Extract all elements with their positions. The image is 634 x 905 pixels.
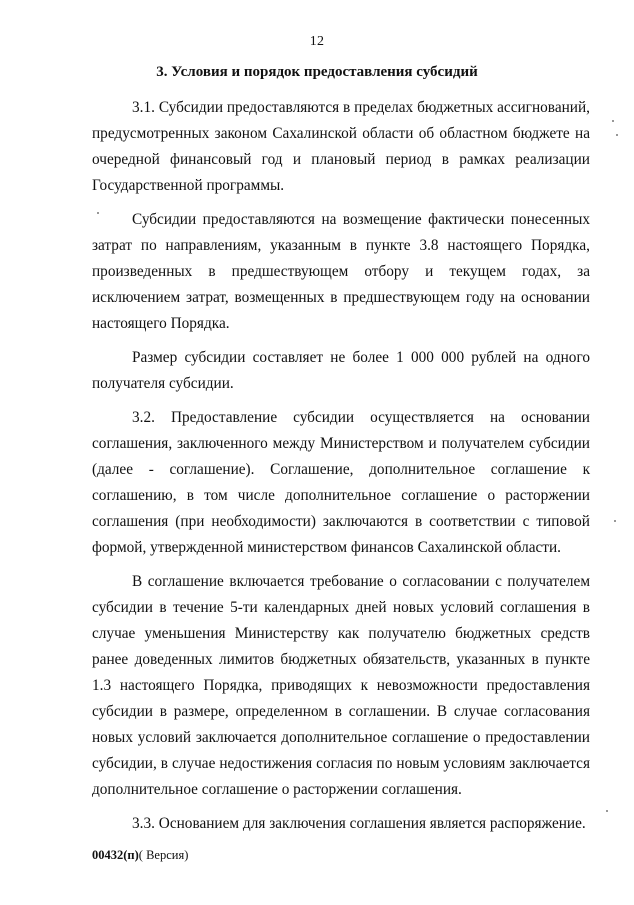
scan-speck: [614, 520, 616, 522]
document-version: ( Версия): [138, 848, 189, 862]
paragraph-compensation: Субсидии предоставляются на возмещение фактически понесенных затрат по направлениям, указанным в пункте 3.8 настоящего Порядка, произведенных в предшествующем отбору и текущем годах, за исключением затрат, возмещенных в предшествующем году на основании настоящего Порядка.: [92, 211, 590, 332]
paragraph-subsidy-amount: Размер субсидии составляет не более 1 000 000 рублей на одного получателя субсидии.: [92, 349, 590, 392]
document-footer: [92, 848, 188, 863]
document-code: 00432(п): [92, 848, 139, 862]
page-number: 12: [309, 34, 325, 49]
scan-speck: [606, 810, 608, 812]
paragraph-3-1: 3.1. Субсидии предоставляются в пределах бюджетных ассигнований, предусмотренных законом Сахалинской области об областном бюджете на очередной финансовый год и плановый период в рамках реализации Государственной программы.: [92, 99, 590, 194]
scan-speck: [97, 212, 99, 214]
paragraph-3-3: 3.3. Основанием для заключения соглашения является распоряжение.: [132, 815, 586, 832]
paragraph-agreement-terms: В соглашение включается требование о согласовании с получателем субсидии в течение 5-ти календарных дней новых условий соглашения в случае уменьшения Министерству как получателю бюджетных средств ранее доведенных лимитов бюджетных обязательств, указанных в пункте 1.3 настоящего Порядка, приводящих к невозможности предоставления субсидии в размере, определенном в соглашении. В случае согласования новых условий заключается дополнительное соглашение о предоставлении субсидии, в случае недостижения согласия по новым условиям заключается дополнительное соглашение о расторжении соглашения.: [92, 573, 590, 798]
section-heading: 3. Условия и порядок предоставления субсидий: [156, 64, 478, 80]
scan-speck: [616, 134, 618, 136]
paragraph-3-2: 3.2. Предоставление субсидии осуществляется на основании соглашения, заключенного между Министерством и получателем субсидии (далее - соглашение). Соглашение, дополнительное соглашение к соглашению, в том числе дополнительное соглашение о расторжении соглашения (при необходимости) заключаются в соответствии с типовой формой, утвержденной министерством финансов Сахалинской области.: [92, 409, 590, 556]
body-text: [92, 95, 590, 845]
scan-speck: [612, 120, 614, 122]
